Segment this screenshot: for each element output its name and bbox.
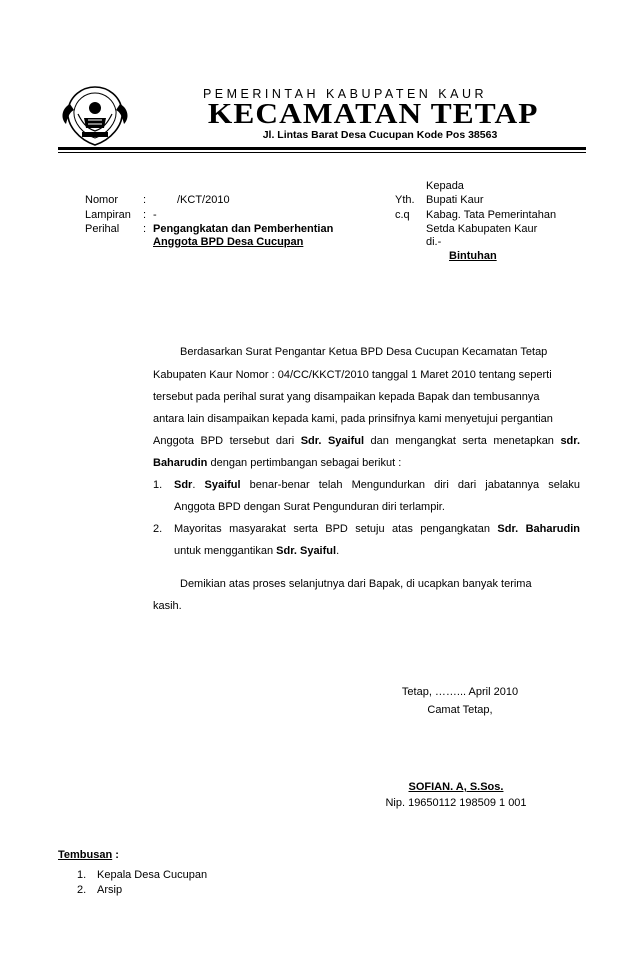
item-1-dot: . [192, 479, 205, 491]
nomor-label: Nomor [85, 194, 119, 206]
body-line-5-d: sdr. [560, 435, 581, 447]
nomor-separator: : [143, 194, 147, 206]
tembusan-item-1-number: 1. [77, 869, 87, 881]
tembusan-colon: : [112, 849, 119, 861]
lampiran-label: Lampiran [85, 209, 131, 221]
item-1-text: benar-benar telah Mengundurkan diri dari jabatannya selaku [249, 479, 580, 491]
nomor-value: /KCT/2010 [177, 194, 230, 206]
perihal-line-2: Anggota BPD Desa Cucupan [153, 236, 304, 248]
tembusan-label: Tembusan [58, 849, 113, 861]
recipient-kepada: Kepada [426, 180, 464, 192]
closing-line-1: Demikian atas proses selanjutnya dari Bapak, di ucapkan banyak terima [180, 578, 532, 590]
body-line-5-c: dan mengangkat serta menetapkan [370, 435, 554, 447]
item-1-sdr: Sdr [174, 479, 193, 491]
item-1-name: Syaiful [204, 479, 241, 491]
recipient-line-1: Bupati Kaur [426, 194, 484, 206]
signature-title: Camat Tetap, [427, 704, 493, 716]
item-1-number: 1. [153, 479, 163, 491]
tembusan-item-2-number: 2. [77, 884, 87, 896]
body-line-5 [153, 430, 580, 452]
recipient-line-5: Bintuhan [449, 250, 497, 262]
signatory-nip: Nip. 19650112 198509 1 001 [385, 797, 527, 809]
body-line-2: Kabupaten Kaur Nomor : 04/CC/KKCT/2010 tanggal 1 Maret 2010 tentang seperti [153, 369, 552, 381]
recipient-line-3: Setda Kabupaten Kaur [426, 223, 538, 235]
body-line-6-name: Baharudin [153, 457, 208, 469]
letterhead-rule-thick [58, 147, 586, 150]
body-line-6-b: dengan pertimbangan sebagai berikut : [210, 457, 402, 469]
item-2-line-2 [174, 540, 580, 562]
body-line-5-name: Sdr. Syaiful [300, 435, 365, 447]
item-2-period: . [336, 545, 340, 557]
recipient-line-2: Kabag. Tata Pemerintahan [426, 209, 557, 221]
item-2-name-2: Sdr. Syaiful [276, 545, 337, 557]
recipient-line-4: di.- [426, 236, 442, 248]
item-1-line-1 [174, 474, 580, 496]
body-line-5-a: Anggota BPD tersebut dari [153, 435, 295, 447]
perihal-line-1: Pengangkatan dan Pemberhentian [153, 223, 334, 235]
tembusan-item-2: Arsip [97, 884, 123, 896]
body-line-6 [153, 452, 580, 474]
office-address: Jl. Lintas Barat Desa Cucupan Kode Pos 38563 [262, 129, 498, 141]
perihal-separator: : [143, 223, 147, 235]
item-2-number: 2. [153, 523, 163, 535]
signatory-name: SOFIAN. A, S.Sos. [408, 781, 504, 793]
item-2-line-1 [174, 518, 580, 540]
tembusan-heading [58, 848, 119, 862]
office-heading: KECAMATAN TETAP [207, 99, 539, 130]
letterhead-rule-thin [58, 152, 586, 153]
recipient-yth: Yth. [395, 194, 415, 206]
recipient-cq: c.q [395, 209, 410, 221]
regency-emblem [58, 84, 132, 148]
item-2-text: Mayoritas masyarakat serta BPD setuju atas pengangkatan [174, 523, 490, 535]
signature-place-date: Tetap, ……... April 2010 [401, 686, 519, 698]
item-2-text-2: untuk menggantikan [174, 545, 274, 557]
lampiran-value: - [153, 209, 157, 221]
lampiran-separator: : [143, 209, 147, 221]
perihal-label: Perihal [85, 223, 120, 235]
body-line-4: antara lain disampaikan kepada kami, pada prinsifnya kami menyetujui pergantian [153, 413, 553, 425]
tembusan-item-1: Kepala Desa Cucupan [97, 869, 208, 881]
body-line-3: tersebut pada perihal surat yang disampaikan kepada Bapak dan tembusannya [153, 391, 540, 403]
body-line-1: Berdasarkan Surat Pengantar Ketua BPD Desa Cucupan Kecamatan Tetap [180, 346, 548, 358]
item-1-line-2: Anggota BPD dengan Surat Pengunduran diri terlampir. [174, 501, 445, 513]
government-heading: PEMERINTAH KABUPATEN KAUR [202, 87, 488, 101]
closing-line-2: kasih. [153, 600, 182, 612]
item-2-name: Sdr. Baharudin [497, 523, 580, 535]
